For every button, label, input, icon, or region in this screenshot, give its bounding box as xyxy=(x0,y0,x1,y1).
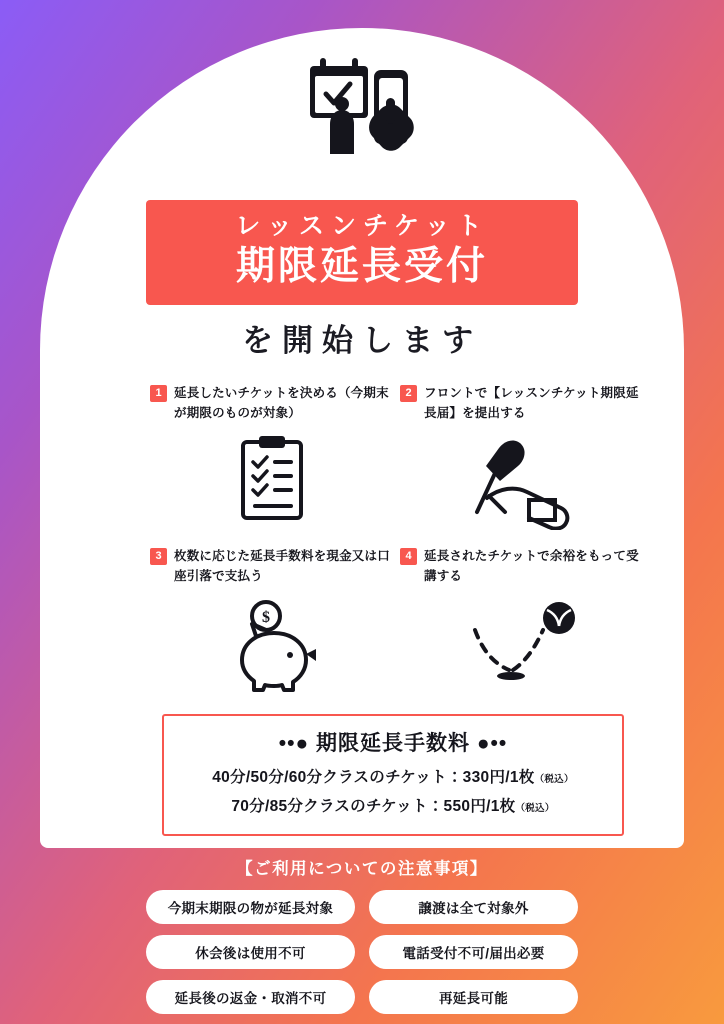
step-4-number: 4 xyxy=(400,548,417,565)
note-pill: 延長後の返金・取消不可 xyxy=(146,980,355,1014)
fee-row-1-tax: （税込） xyxy=(534,774,574,785)
step-2-illustration xyxy=(400,430,650,538)
steps-row-top xyxy=(150,383,650,538)
note-pill: 譲渡は全て対象外 xyxy=(369,890,578,924)
hand-writing-pen-icon xyxy=(469,438,581,530)
step-1-illustration xyxy=(150,430,400,538)
svg-text:$: $ xyxy=(262,609,270,626)
fee-row-2 xyxy=(164,793,622,822)
title-subtitle: を開始します xyxy=(242,322,482,358)
steps-row-bottom xyxy=(150,546,650,701)
fee-row-1 xyxy=(164,764,622,793)
note-pill: 電話受付不可/届出必要 xyxy=(369,935,578,969)
step-3-number: 3 xyxy=(150,548,167,565)
step-2-number: 2 xyxy=(400,385,417,402)
checklist-document-icon xyxy=(229,434,321,534)
title-line2: 期限延長受付 xyxy=(235,244,488,288)
title-band xyxy=(146,200,578,305)
step-2-text: フロントで【レッスンチケット期限延長届】を提出する xyxy=(424,386,639,421)
poster-card xyxy=(40,28,684,848)
fee-row-1-text: 40分/50分/60分クラスのチケット：330円/1枚 xyxy=(212,769,535,786)
step-1-head xyxy=(150,383,400,424)
fee-title: ••● 期限延長手数料 ●•• xyxy=(278,732,508,755)
fee-row-2-tax: （税込） xyxy=(515,802,555,814)
step-4 xyxy=(400,546,650,701)
step-3-text: 枚数に応じた延長手数料を現金又は口座引落で支払う xyxy=(174,548,390,583)
steps-section xyxy=(150,383,650,700)
step-1-number: 1 xyxy=(150,385,167,402)
title-line1: レッスンチケット xyxy=(235,212,489,240)
step-2-head xyxy=(400,383,650,424)
note-pill: 休会後は使用不可 xyxy=(146,935,355,969)
notes-title: 【ご利用についての注意事項】 xyxy=(236,860,488,878)
step-2 xyxy=(400,383,650,538)
fee-row-2-text: 70分/85分クラスのチケット：550円/1枚 xyxy=(231,797,516,815)
step-1-text: 延長したいチケットを決める（今期末が期限のものが対象） xyxy=(174,386,389,421)
hero-illustration xyxy=(40,42,684,192)
step-3-head xyxy=(150,546,400,587)
fee-box xyxy=(162,714,624,836)
bouncing-ball-icon xyxy=(465,600,585,692)
step-3 xyxy=(150,546,400,701)
step-4-illustration xyxy=(400,592,650,700)
step-4-text: 延長されたチケットで余裕をもって受講する xyxy=(424,548,639,583)
poster-title xyxy=(40,200,684,360)
calendar-phone-hand-icon xyxy=(282,52,442,182)
piggy-bank-coin-icon xyxy=(220,598,330,694)
step-3-illustration xyxy=(150,592,400,700)
step-4-head xyxy=(400,546,650,587)
note-pill: 再延長可能 xyxy=(369,980,578,1014)
notes-grid xyxy=(146,890,578,1014)
step-1 xyxy=(150,383,400,538)
note-pill: 今期末期限の物が延長対象 xyxy=(146,890,355,924)
